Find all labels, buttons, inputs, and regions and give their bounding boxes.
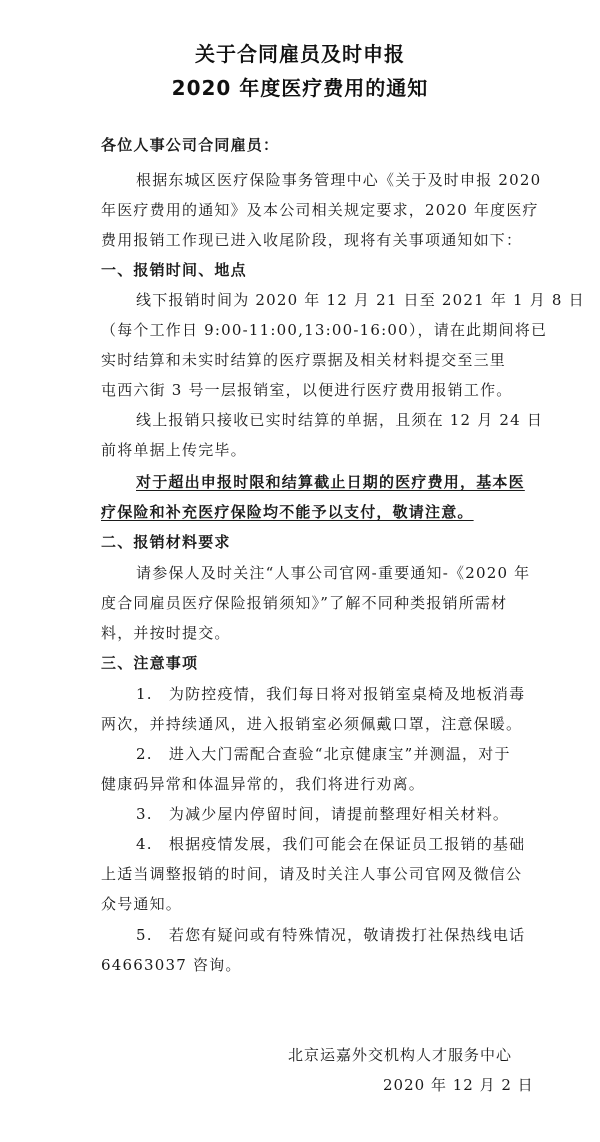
list-item-line: 众号通知。 (101, 895, 183, 913)
signature-date: 2020 年 12 月 2 日 (383, 1076, 534, 1094)
paragraph-line: 前将单据上传完毕。 (101, 441, 247, 459)
list-item-line: 上适当调整报销的时间，请及时关注人事公司官网及微信公 (101, 865, 523, 883)
list-item-line: 健康码异常和体温异常的，我们将进行劝离。 (101, 775, 426, 793)
intro-line: 根据东城区医疗保险事务管理中心《关于及时申报 2020 (136, 171, 542, 189)
paragraph-line: 料，并按时提交。 (101, 624, 231, 642)
paragraph-line: 线下报销时间为 2020 年 12 月 21 日至 2021 年 1 月 8 日 (136, 291, 585, 309)
paragraph-line: 请参保人及时关注“人事公司官网-重要通知-《2020 年 (136, 564, 531, 582)
list-item-line: 1. 为防控疫情，我们每日将对报销室桌椅及地板消毒 (136, 685, 526, 703)
title-line-2: 2020 年度医疗费用的通知 (171, 76, 429, 100)
section-heading-time-place: 一、报销时间、地点 (101, 261, 247, 279)
list-item-line: 64663037 咨询。 (101, 956, 242, 974)
list-item-line: 5. 若您有疑问或有特殊情况，敬请拨打社保热线电话 (136, 926, 526, 944)
intro-line: 年医疗费用的通知》及本公司相关规定要求，2020 年度医疗 (101, 201, 539, 219)
section-heading-materials: 二、报销材料要求 (101, 533, 231, 551)
warning-line: 疗保险和补充医疗保险均不能予以支付，敬请注意。 (101, 503, 474, 521)
list-item-line: 2. 进入大门需配合查验“北京健康宝”并测温，对于 (136, 745, 511, 763)
paragraph-line: 度合同雇员医疗保险报销须知》”了解不同种类报销所需材 (101, 594, 508, 612)
title-line-1: 关于合同雇员及时申报 (195, 42, 405, 66)
intro-line: 费用报销工作现已进入收尾阶段，现将有关事项通知如下： (101, 231, 523, 249)
list-item-line: 两次，并持续通风，进入报销室必须佩戴口罩，注意保暖。 (101, 715, 523, 733)
signature-organization: 北京运嘉外交机构人才服务中心 (288, 1046, 513, 1064)
paragraph-line: 线上报销只接收已实时结算的单据，且须在 12 月 24 日 (136, 411, 544, 429)
section-heading-notes: 三、注意事项 (101, 654, 199, 672)
warning-line: 对于超出申报时限和结算截止日期的医疗费用，基本医 (136, 473, 525, 491)
paragraph-line: 实时结算和未实时结算的医疗票据及相关材料提交至三里 (101, 351, 507, 369)
list-item-line: 4. 根据疫情发展，我们可能会在保证员工报销的基础 (136, 835, 526, 853)
list-item-line: 3. 为减少屋内停留时间，请提前整理好相关材料。 (136, 805, 510, 823)
salutation: 各位人事公司合同雇员： (101, 136, 280, 154)
paragraph-line: （每个工作日 9:00-11:00,13:00-16:00），请在此期间将已 (101, 321, 548, 339)
paragraph-line: 屯西六街 3 号一层报销室，以便进行医疗费用报销工作。 (101, 381, 513, 399)
